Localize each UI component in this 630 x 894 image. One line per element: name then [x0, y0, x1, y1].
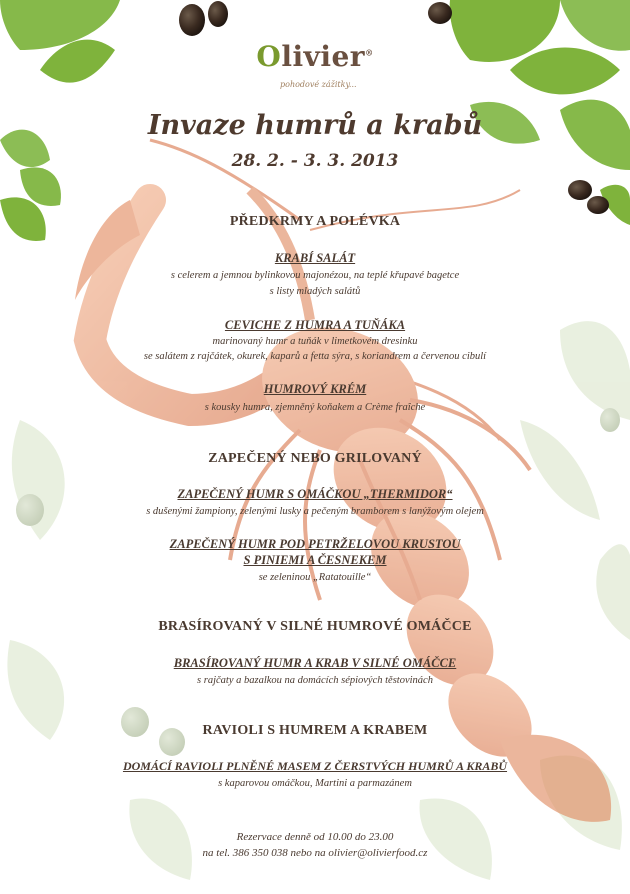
- event-dates: 28. 2. - 3. 3. 2013: [231, 151, 399, 171]
- dish-ceviche: CEVICHE Z HUMRA A TUŇÁKA: [224, 318, 406, 332]
- dish-braised-lobster-crab: BRASÍROVANÝ HUMR A KRAB V SILNÉ OMÁČCE: [173, 656, 457, 670]
- dish-crab-salad-desc-2: s listy mladých salátů: [269, 286, 361, 297]
- reservation-hours: Rezervace denně od 10.00 do 23.00: [236, 831, 394, 843]
- dish-lobster-bisque-desc: s kousky humra, zjemněný koňakem a Crème fraîche: [204, 402, 426, 413]
- dish-parsley-crust-line-2: S PINIEMI A ČESNEKEM: [243, 553, 387, 567]
- section-heading-braised: BRASÍROVANÝ V SILNÉ HUMROVÉ OMÁČCE: [158, 619, 472, 634]
- reservation-contact: na tel. 386 350 038 nebo na olivier@olivierfood.cz: [202, 847, 428, 859]
- dish-lobster-bisque: HUMROVÝ KRÉM: [263, 382, 367, 396]
- dish-crab-salad: KRABÍ SALÁT: [274, 251, 356, 265]
- dish-ravioli: DOMÁCÍ RAVIOLI PLNĚNÉ MASEM Z ČERSTVÝCH HUMRŮ A KRABŮ: [122, 759, 508, 773]
- page-title: Invaze humrů a krabů: [147, 110, 483, 141]
- dish-thermidor-desc: s dušenými žampiony, zelenými lusky a pečeným bramborem s lanýžovým olejem: [146, 506, 484, 517]
- brand-logo: [0, 40, 630, 73]
- dish-braised-desc: s rajčaty a bazalkou na domácích sépiových těstovinách: [197, 675, 433, 686]
- brand-tagline: pohodové zážitky...: [280, 80, 357, 89]
- dish-parsley-crust-line-1: ZAPEČENÝ HUMR POD PETRŽELOVOU KRUSTOU: [169, 537, 461, 551]
- dish-parsley-crust-desc: se zeleninou „Ratatouille“: [258, 572, 372, 583]
- dish-thermidor: ZAPEČENÝ HUMR S OMÁČKOU „THERMIDOR“: [177, 487, 453, 501]
- registered-mark: ®: [365, 47, 374, 58]
- lobster-illustration: [75, 140, 611, 822]
- logo-initial: O: [256, 40, 282, 73]
- section-heading-ravioli: RAVIOLI S HUMREM A KRABEM: [202, 723, 428, 738]
- section-heading-baked-grilled: ZAPEČENÝ NEBO GRILOVANÝ: [208, 451, 422, 466]
- dish-ceviche-desc-2: se salátem z rajčátek, okurek, kaparů a fetta sýra, s koriandrem a červenou cibulí: [143, 351, 487, 362]
- dish-ceviche-desc-1: marinovaný humr a tuňák v limetkovém dresinku: [212, 336, 418, 347]
- dish-crab-salad-desc-1: s celerem a jemnou bylinkovou majonézou, na teplé křupavé bagetce: [170, 270, 460, 281]
- logo-text: livier: [281, 40, 366, 73]
- dish-ravioli-desc: s kaparovou omáčkou, Martini a parmazánem: [218, 778, 412, 789]
- section-heading-starters: PŘEDKRMY A POLÉVKA: [229, 214, 401, 229]
